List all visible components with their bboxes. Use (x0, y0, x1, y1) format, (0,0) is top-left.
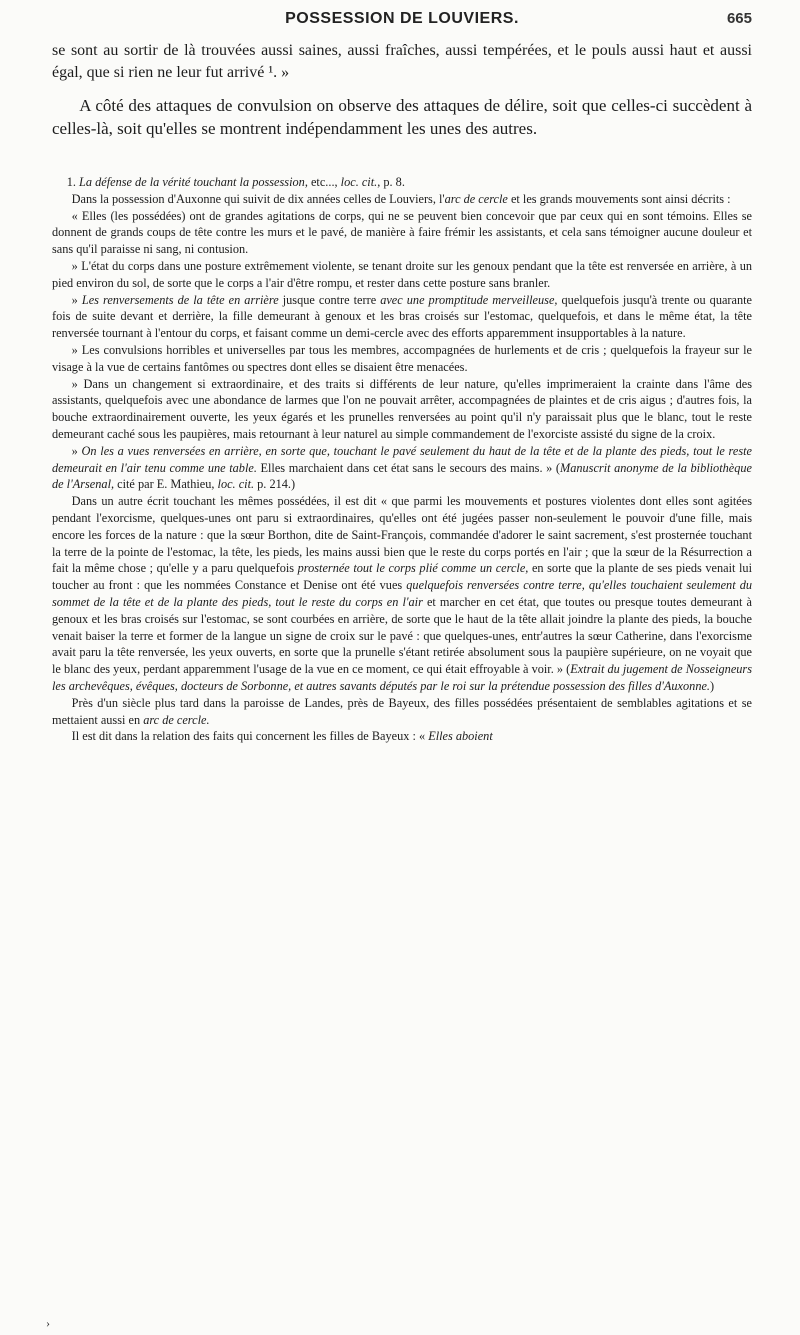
footnote-text: Dans la possession d'Auxonne qui suivit de dix années celles de Louviers, l' (71, 191, 445, 206)
footnote-text: On les a vues renversées en arrière, en sorte que, touchant le pavé seulement du haut de la tête et de la plante des pieds, tout le reste demeurait en l'air tenu comme une table. (52, 443, 752, 475)
footnote-para: » Les convulsions horribles et universelles par tous les membres, accompagnées de hurlements et de cris ; quelquefois la frayeur sur le visage à la vue de certains fantômes ou spectres dont elles se disaient être menacées. (52, 342, 752, 374)
footnote-para (52, 493, 752, 695)
footnote-para (52, 191, 752, 208)
footnote-text: p. 214.) (254, 477, 296, 492)
footnote-text: , p. 8. (377, 175, 405, 189)
footnote-text: Les renversements de la tête en arrière (81, 292, 279, 307)
footnote-text: ) (710, 678, 715, 693)
footnote-text: Extrait du jugement de Nosseigneurs les archevêques, évêques, docteurs de Sorbonne, et autres savants députés par le roi sur la prétendue possession des filles d'Auxonne. (52, 662, 752, 693)
footnote-number: 1. (66, 175, 80, 189)
footnote (52, 174, 752, 745)
main-paragraph-text: A côté des attaques de convulsion on observe des attaques de délire, soit que celles-ci succèdent à celles-là, soit qu'elles se montrent indépendamment les unes des autres. (52, 96, 752, 138)
footnote-text: prosternée tout le corps plié comme un cercle, (297, 561, 529, 576)
continuation-text: se sont au sortir de là trouvées aussi saines, aussi fraîches, aussi tempérées, et le pouls aussi haut et aussi égal, que si rien ne leur fut arrivé ¹. » (52, 42, 752, 81)
footnote-text: Elles marchaient dans cet état sans le secours des mains. » ( (256, 460, 560, 475)
footnote-para (52, 443, 752, 493)
footnote-para (52, 292, 752, 342)
footnote-text: et les grands mouvements sont ainsi décrits : (507, 191, 731, 206)
footnote-text: loc. cit. (340, 175, 378, 189)
footnote-text: jusque contre terre (278, 292, 381, 307)
footnote-text: Près d'un siècle plus tard dans la paroisse de Landes, près de Bayeux, des filles possédées présentaient de semblables agitations et se mettaient aussi en (52, 695, 752, 727)
footnote-para (52, 695, 752, 729)
footnote-para: » Dans un changement si extraordinaire, et des traits si différents de leur nature, qu'elles imprimeraient la crainte dans l'âme des assistants, quelquefois avec une abondance de larmes que l'on ne pouvait arrêter, accompagnées de plaintes et de cris aigus ; d'autres fois, la bouche extraordinairement ouverte, les yeux égarés et les prunelles renversées au point qu'il n'y paraissait plus que le blanc, tout le reste demeurant caché sous les paupières, mais retournant à leur naturel au simple commandement de l'exorciste assisté du signe de la croix. (52, 376, 752, 441)
footnote-text: arc de cercle (444, 191, 508, 206)
footnote-para: » L'état du corps dans une posture extrêmement violente, se tenant droite sur les genoux pendant que la tête est renversée en arrière, à un pied environ du sol, de sorte que le corps a l'air d'être rompu, et rester dans cette posture sans branler. (52, 258, 752, 290)
footnote-text: » (71, 292, 82, 307)
footnote-text: Manuscrit anonyme de la bibliothèque de l'Arsenal, (52, 460, 752, 492)
footnote-text: Il est dit dans la relation des faits qui concernent les filles de Bayeux : « (71, 729, 429, 744)
page-number: 665 (726, 10, 752, 27)
footnote-text: cité par E. Mathieu, (114, 477, 218, 492)
continuation-paragraph (52, 40, 752, 84)
running-title: POSSESSION DE LOUVIERS. (285, 10, 519, 27)
footnote-text: , etc..., (304, 175, 341, 189)
footnote-text: quelquefois jusqu'à trente ou quarante fois de suite devant et derrière, la fille demeurant à genoux et les bras croisés sur l'estomac, quelquefois, et dans le même état, la tête renversée tournant à l'entour du corps, et faisant comme un demi-cercle avec des efforts apparemment insupportables à la nature. (52, 292, 752, 341)
footnote-text: en sorte que la plante de ses pieds venait lui toucher au front : que les nommées Constance et Denise ont été vues (52, 561, 752, 593)
main-paragraph (52, 94, 752, 140)
footnote-text: arc de cercle. (143, 712, 210, 727)
running-head (52, 10, 752, 32)
footnote-title: La défense de la vérité touchant la possession (79, 175, 305, 189)
footnote-text: et marcher en cet état, que toutes ou presque toutes demeurant à genoux et les bras croisés sur l'estomac, se sont courbées en arrière, de sorte que le haut de la tête allait joindre la plante des pieds, la bouche venait baiser la terre et former de la langue un signe de croix sur le pavé : que quelques-unes, entr'autres la sœur Catherine, dans l'exorcisme avait paru la tête renversée, les yeux ouverts, en sorte que la prunelle s'étant retirée absolument sous la paupière supérieure, on ne voyait que le blanc des yeux, perdant apparemment l'usage de la vue en ce moment, ce qui était effroyable à voir. » ( (52, 594, 752, 677)
footnote-para: « Elles (les possédées) ont de grandes agitations de corps, qui ne se peuvent bien concevoir que par ceux qui en sont témoins. Elles se donnent de grands coups de tête contre les murs et le pavé, de manière à faire frémir les assistants, et cela sans témoigner aucune douleur et sans qu'il paraisse ni sang, ni contusion. (52, 208, 752, 257)
footnote-text: quelquefois renversées contre terre, qu'elles touchaient seulement du sommet de la tête et de la plante des pieds, tout le reste du corps en l'air (52, 578, 753, 609)
footnote-text: » (71, 443, 82, 458)
footnote-1 (52, 174, 752, 191)
footnote-para (52, 728, 752, 745)
margin-mark: › (46, 1316, 50, 1330)
footnote-text: loc. cit. (217, 477, 255, 492)
footnote-text: Dans un autre écrit touchant les mêmes possédées, il est dit « que parmi les mouvements et postures violentes dont elles sont agitées pendant l'exorcisme, quelques-unes ont paru si extraordinaires, qu'elles ont été jugées passer non-seulement le pouvoir d'une fille, mais encore les forces de la nature : que la sœur Borthon, dite de Saint-François, commandée d'adorer le saint sacrement, s'est prosternée touchant la terre de la pointe de l'estomac, la tête, les pieds, les mains aussi bien que le reste du corps portés en l'air ; que la sœur de la Résurrection a fait la même chose ; qu'elle y a paru quelquefois (52, 494, 752, 576)
footnote-text: avec une promptitude merveilleuse, (380, 292, 558, 307)
footnote-text: Elles aboient (428, 729, 493, 744)
